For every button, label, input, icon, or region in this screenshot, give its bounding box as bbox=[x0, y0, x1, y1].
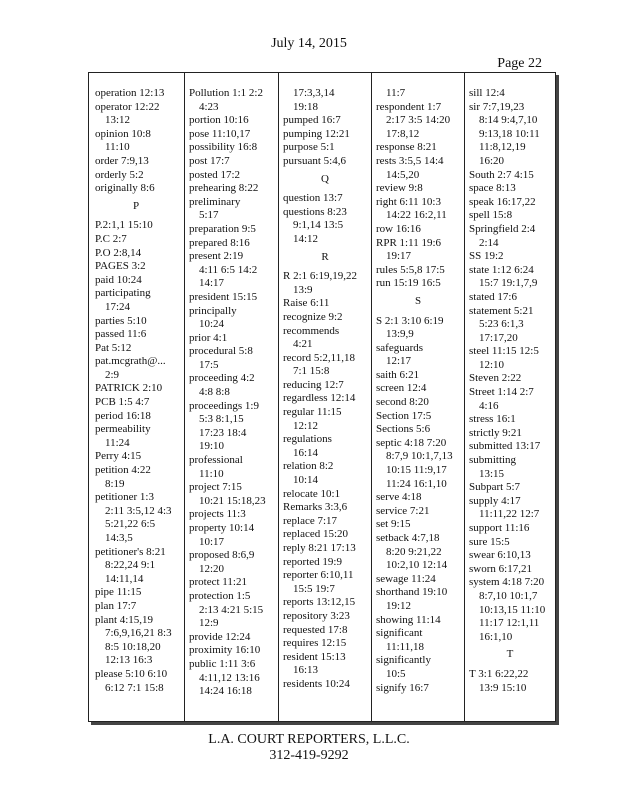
index-entry: submitting bbox=[469, 454, 517, 467]
index-entry-continuation: 5:21,22 6:5 bbox=[105, 518, 156, 531]
index-entry: proximity 16:10 bbox=[189, 644, 261, 657]
index-entry: posted 17:2 bbox=[189, 168, 241, 181]
index-entry: swear 6:10,13 bbox=[469, 549, 531, 562]
index-entry-continuation: 4:11,12 13:16 bbox=[199, 671, 260, 684]
index-entry: operator 12:22 bbox=[95, 100, 160, 113]
index-entry: requested 17:8 bbox=[283, 623, 348, 636]
index-entry: replaced 15:20 bbox=[283, 528, 349, 541]
index-entry-continuation: 16:1,10 bbox=[479, 630, 513, 643]
index-entry-continuation: 8:5 10:18,20 bbox=[105, 640, 161, 653]
index-entry-continuation: 5:17 bbox=[199, 209, 219, 222]
index-entry: pursuant 5:4,6 bbox=[283, 154, 346, 167]
index-entry-continuation: 17:3,3,14 bbox=[293, 87, 335, 99]
index-entry: protection 1:5 bbox=[189, 589, 251, 602]
index-entry: preparation 9:5 bbox=[189, 222, 256, 235]
index-entry-continuation: 10:14 bbox=[293, 474, 319, 487]
index-entry: protect 11:21 bbox=[189, 576, 247, 589]
index-entry-continuation: 7:6,9,16,21 8:3 bbox=[105, 627, 172, 640]
index-entry: signify 16:7 bbox=[376, 681, 429, 694]
index-entry: resident 15:13 bbox=[283, 650, 346, 663]
index-entry-continuation: 16:13 bbox=[293, 664, 319, 677]
index-frame bbox=[88, 72, 556, 722]
index-entry-continuation: 13:9 15:10 bbox=[479, 681, 527, 694]
index-entry: present 2:19 bbox=[189, 250, 244, 263]
index-entry: rules 5:5,8 17:5 bbox=[376, 263, 445, 276]
index-entry: strictly 9:21 bbox=[469, 426, 522, 439]
index-entry-continuation: 5:23 6:1,3 bbox=[479, 318, 524, 331]
index-entry-continuation: 11:11,22 12:7 bbox=[479, 508, 540, 521]
index-entry: opinion 10:8 bbox=[95, 127, 151, 140]
index-entry: Perry 4:15 bbox=[95, 450, 142, 463]
index-entry: originally 8:6 bbox=[95, 182, 155, 195]
header-date: July 14, 2015 bbox=[271, 36, 347, 51]
index-entry-continuation: 6:12 7:1 15:8 bbox=[105, 681, 164, 694]
index-entry-continuation: 14:22 16:2,11 bbox=[386, 209, 447, 222]
index-entry: public 1:11 3:6 bbox=[189, 657, 256, 670]
index-entry-continuation: 10:17 bbox=[199, 535, 225, 548]
index-entry: sworn 6:17,21 bbox=[469, 562, 532, 575]
index-entry-continuation: 14:11,14 bbox=[105, 572, 144, 585]
index-entry-continuation: 8:7,10 10:1,7 bbox=[479, 589, 538, 602]
index-letter-heading: Q bbox=[321, 172, 329, 185]
index-entry: petitioner 1:3 bbox=[95, 491, 154, 504]
index-entry: order 7:9,13 bbox=[95, 154, 149, 167]
index-entry: procedural 5:8 bbox=[189, 345, 253, 358]
index-entry: P.2:1,1 15:10 bbox=[95, 219, 153, 232]
index-entry: run 15:19 16:5 bbox=[376, 277, 441, 290]
index-entry: please 5:10 6:10 bbox=[95, 667, 168, 680]
index-entry: serve 4:18 bbox=[376, 491, 422, 504]
index-entry: sure 15:5 bbox=[469, 535, 510, 548]
index-entry: stated 17:6 bbox=[469, 290, 517, 303]
column-divider bbox=[371, 73, 372, 721]
index-entry-continuation: 11:8,12,19 bbox=[479, 141, 526, 154]
index-letter-heading: S bbox=[414, 294, 422, 307]
index-entry-continuation: 14:24 16:18 bbox=[199, 685, 252, 698]
index-entry: record 5:2,11,18 bbox=[283, 351, 355, 364]
index-entry: principally bbox=[189, 304, 237, 317]
index-entry-continuation: 17:23 18:4 bbox=[199, 426, 247, 439]
index-entry: pipe 11:15 bbox=[95, 586, 142, 599]
index-entry-continuation: 17:24 bbox=[105, 300, 131, 313]
index-entry: projects 11:3 bbox=[189, 508, 246, 521]
index-entry-continuation: 8:20 9:21,22 bbox=[386, 545, 442, 558]
index-entry: RPR 1:11 19:6 bbox=[376, 236, 441, 249]
index-entry: prehearing 8:22 bbox=[189, 182, 259, 195]
index-entry-continuation: 9:13,18 10:11 bbox=[479, 127, 540, 140]
index-entry-continuation: 17:8,12 bbox=[386, 127, 420, 140]
index-entry-continuation: 12:10 bbox=[479, 358, 505, 371]
index-entry: Raise 6:11 bbox=[283, 297, 330, 310]
index-entry: reports 13:12,15 bbox=[283, 596, 356, 609]
index-entry: right 6:11 10:3 bbox=[376, 195, 441, 208]
index-entry: portion 10:16 bbox=[189, 114, 249, 127]
index-entry-continuation: 11:17 12:1,11 bbox=[479, 617, 540, 630]
index-entry: significantly bbox=[376, 654, 431, 667]
index-entry: set 9:15 bbox=[376, 518, 411, 531]
page-number: Page 22 bbox=[497, 56, 542, 71]
index-entry: Subpart 5:7 bbox=[469, 481, 521, 494]
index-entry: supply 4:17 bbox=[469, 494, 521, 507]
index-entry: post 17:7 bbox=[189, 154, 230, 167]
index-entry-continuation: 10:5 bbox=[386, 667, 406, 680]
index-entry: petitioner's 8:21 bbox=[95, 545, 166, 558]
index-entry: recommends bbox=[283, 324, 340, 337]
index-entry: operation 12:13 bbox=[95, 87, 165, 99]
index-entry: T 3:1 6:22,22 bbox=[469, 667, 529, 680]
index-entry: Sections 5:6 bbox=[376, 423, 431, 436]
index-entry: repository 3:23 bbox=[283, 609, 350, 622]
index-entry-continuation: 11:10 bbox=[105, 141, 130, 154]
index-column-2 bbox=[189, 87, 273, 699]
index-entry-continuation: 16:20 bbox=[479, 154, 505, 167]
index-entry: preliminary bbox=[189, 195, 241, 208]
index-column-3 bbox=[283, 87, 367, 692]
index-entry-continuation: 10:15 11:9,17 bbox=[386, 464, 447, 477]
index-entry-continuation: 4:23 bbox=[199, 100, 219, 113]
index-entry: reported 19:9 bbox=[283, 555, 342, 568]
index-entry: submitted 13:17 bbox=[469, 440, 541, 453]
index-entry-continuation: 19:18 bbox=[293, 100, 319, 113]
index-entry-continuation: 8:22,24 9:1 bbox=[105, 559, 156, 572]
index-entry: questions 8:23 bbox=[283, 205, 347, 218]
index-entry: question 13:7 bbox=[283, 192, 343, 205]
index-entry-continuation: 7:1 15:8 bbox=[293, 365, 330, 378]
index-entry: recognize 9:2 bbox=[283, 310, 343, 323]
index-entry-continuation: 19:17 bbox=[386, 250, 412, 263]
index-entry-continuation: 10:21 15:18,23 bbox=[199, 494, 266, 507]
index-entry-continuation: 10:13,15 11:10 bbox=[479, 603, 546, 616]
index-entry-continuation: 13:15 bbox=[479, 467, 505, 480]
index-column-4 bbox=[376, 87, 460, 695]
index-entry: relocate 10:1 bbox=[283, 487, 341, 500]
index-entry: speak 16:17,22 bbox=[469, 195, 536, 208]
index-entry: P.O 2:8,14 bbox=[95, 246, 142, 259]
index-entry-continuation: 16:14 bbox=[293, 446, 319, 459]
index-column-1 bbox=[95, 87, 177, 695]
index-entry: purpose 5:1 bbox=[283, 141, 335, 154]
index-entry: president 15:15 bbox=[189, 290, 258, 303]
index-entry: permeability bbox=[95, 423, 151, 436]
index-entry: Remarks 3:3,6 bbox=[283, 501, 348, 514]
index-entry: pat.mcgrath@... bbox=[95, 355, 166, 368]
index-entry: Section 17:5 bbox=[376, 409, 432, 422]
index-entry: pumped 16:7 bbox=[283, 114, 341, 127]
index-entry: rests 3:5,5 14:4 bbox=[376, 154, 444, 167]
index-entry-continuation: 2:13 4:21 5:15 bbox=[199, 603, 264, 616]
index-entry: screen 12:4 bbox=[376, 382, 427, 395]
index-entry: participating bbox=[95, 287, 151, 300]
index-entry: shorthand 19:10 bbox=[376, 586, 448, 599]
index-entry-continuation: 14:12 bbox=[293, 232, 319, 245]
index-entry: relation 8:2 bbox=[283, 460, 334, 473]
index-entry: proceeding 4:2 bbox=[189, 372, 255, 385]
index-entry-continuation: 14:3,5 bbox=[105, 532, 133, 544]
index-entry-continuation: 4:21 bbox=[293, 338, 313, 351]
index-entry: system 4:18 7:20 bbox=[469, 576, 545, 589]
index-entry-continuation: 12:17 bbox=[386, 355, 412, 368]
index-entry: state 1:12 6:24 bbox=[469, 263, 534, 276]
index-entry: proposed 8:6,9 bbox=[189, 549, 255, 562]
index-entry: Street 1:14 2:7 bbox=[469, 386, 534, 399]
index-entry: reducing 12:7 bbox=[283, 378, 344, 391]
index-entry: Pat 5:12 bbox=[95, 341, 132, 354]
index-entry-continuation: 2:9 bbox=[105, 368, 120, 381]
index-entry: statement 5:21 bbox=[469, 304, 534, 317]
index-entry: regular 11:15 bbox=[283, 406, 342, 419]
index-entry-continuation: 2:11 3:5,12 4:3 bbox=[105, 504, 172, 517]
index-entry-continuation: 10:24 bbox=[199, 318, 225, 331]
index-column-5 bbox=[469, 87, 551, 695]
index-entry: South 2:7 4:15 bbox=[469, 168, 534, 181]
index-entry: sir 7:7,19,23 bbox=[469, 100, 525, 113]
footer-phone: 312-419-9292 bbox=[269, 748, 349, 763]
index-entry: Springfield 2:4 bbox=[469, 222, 536, 235]
index-entry: regardless 12:14 bbox=[283, 392, 356, 405]
index-entry: regulations bbox=[283, 433, 332, 446]
column-divider bbox=[464, 73, 465, 721]
index-entry: replace 7:17 bbox=[283, 514, 338, 527]
index-entry: residents 10:24 bbox=[283, 677, 350, 690]
index-entry: reply 8:21 17:13 bbox=[283, 542, 356, 554]
index-entry: prepared 8:16 bbox=[189, 236, 250, 249]
index-entry: petition 4:22 bbox=[95, 464, 151, 477]
index-entry-continuation: 4:11 6:5 14:2 bbox=[199, 263, 258, 276]
footer-company: L.A. COURT REPORTERS, L.L.C. bbox=[208, 732, 410, 747]
index-entry: passed 11:6 bbox=[95, 328, 147, 341]
index-entry: setback 4:7,18 bbox=[376, 532, 440, 544]
index-entry: requires 12:15 bbox=[283, 637, 347, 650]
index-entry-continuation: 14:17 bbox=[199, 277, 225, 290]
index-entry: Steven 2:22 bbox=[469, 372, 522, 385]
index-entry: Pollution 1:1 2:2 bbox=[189, 87, 263, 99]
index-entry-continuation: 15:5 19:7 bbox=[293, 582, 335, 595]
index-entry-continuation: 17:5 bbox=[199, 358, 219, 371]
index-entry-continuation: 13:9 bbox=[293, 283, 313, 296]
index-entry: professional bbox=[189, 454, 243, 467]
index-entry-continuation: 12:20 bbox=[199, 562, 225, 575]
index-entry-continuation: 4:8 8:8 bbox=[199, 386, 230, 399]
index-entry-continuation: 11:24 bbox=[105, 436, 130, 449]
index-entry: R 2:1 6:19,19,22 bbox=[283, 270, 357, 283]
index-entry-continuation: 9:1,14 13:5 bbox=[293, 219, 344, 232]
index-entry-continuation: 5:3 8:1,15 bbox=[199, 413, 244, 426]
index-entry-continuation: 19:10 bbox=[199, 440, 225, 453]
index-entry: spell 15:8 bbox=[469, 209, 513, 222]
index-entry-continuation: 8:14 9:4,7,10 bbox=[479, 114, 538, 127]
index-entry: plant 4:15,19 bbox=[95, 613, 154, 626]
index-entry: orderly 5:2 bbox=[95, 168, 144, 181]
column-divider bbox=[278, 73, 279, 721]
index-entry: provide 12:24 bbox=[189, 630, 251, 643]
index-entry: plan 17:7 bbox=[95, 599, 137, 612]
index-entry-continuation: 11:7 bbox=[386, 87, 406, 99]
index-entry: saith 6:21 bbox=[376, 368, 420, 381]
index-entry-continuation: 14:5,20 bbox=[386, 168, 420, 181]
index-entry: respondent 1:7 bbox=[376, 100, 442, 113]
index-entry: PATRICK 2:10 bbox=[95, 382, 163, 395]
index-entry: row 16:16 bbox=[376, 222, 421, 235]
index-entry-continuation: 4:16 bbox=[479, 399, 499, 412]
index-entry: septic 4:18 7:20 bbox=[376, 436, 447, 449]
index-entry: significant bbox=[376, 627, 423, 640]
index-entry: pose 11:10,17 bbox=[189, 127, 251, 140]
index-entry: property 10:14 bbox=[189, 522, 255, 534]
index-entry: reporter 6:10,11 bbox=[283, 569, 354, 582]
index-entry-continuation: 11:11,18 bbox=[386, 640, 424, 653]
index-entry-continuation: 8:19 bbox=[105, 477, 125, 490]
index-entry: review 9:8 bbox=[376, 182, 423, 195]
index-entry: SS 19:2 bbox=[469, 250, 504, 263]
index-entry: service 7:21 bbox=[376, 504, 430, 517]
index-entry: sill 12:4 bbox=[469, 87, 505, 99]
index-entry: showing 11:14 bbox=[376, 613, 441, 626]
index-entry-continuation: 10:2,10 12:14 bbox=[386, 559, 448, 572]
index-entry: P.C 2:7 bbox=[95, 232, 127, 245]
index-entry: paid 10:24 bbox=[95, 273, 142, 286]
index-entry-continuation: 12:9 bbox=[199, 617, 219, 630]
index-entry: pumping 12:21 bbox=[283, 127, 350, 140]
index-entry-continuation: 11:24 16:1,10 bbox=[386, 477, 447, 490]
index-letter-heading: R bbox=[321, 250, 329, 263]
index-entry-continuation: 8:7,9 10:1,7,13 bbox=[386, 450, 453, 463]
column-divider bbox=[184, 73, 185, 721]
index-letter-heading: T bbox=[506, 648, 514, 661]
index-entry: possibility 16:8 bbox=[189, 141, 258, 154]
index-entry: period 16:18 bbox=[95, 409, 151, 422]
index-entry-continuation: 13:12 bbox=[105, 114, 131, 127]
index-entry: second 8:20 bbox=[376, 396, 429, 409]
index-entry: response 8:21 bbox=[376, 141, 437, 154]
index-entry-continuation: 12:13 16:3 bbox=[105, 654, 153, 667]
index-entry-continuation: 11:10 bbox=[199, 467, 224, 480]
index-entry: sewage 11:24 bbox=[376, 572, 436, 585]
index-entry: parties 5:10 bbox=[95, 314, 147, 327]
index-entry: proceedings 1:9 bbox=[189, 399, 259, 412]
index-entry-continuation: 2:17 3:5 14:20 bbox=[386, 114, 451, 127]
index-entry: steel 11:15 12:5 bbox=[469, 345, 539, 358]
index-entry: prior 4:1 bbox=[189, 331, 228, 344]
index-entry-continuation: 13:9,9 bbox=[386, 328, 414, 341]
index-entry-continuation: 17:17,20 bbox=[479, 331, 518, 344]
index-entry: safeguards bbox=[376, 341, 424, 354]
index-entry: space 8:13 bbox=[469, 182, 516, 195]
index-entry: stress 16:1 bbox=[469, 413, 516, 426]
index-entry: project 7:15 bbox=[189, 481, 242, 494]
index-entry-continuation: 15:7 19:1,7,9 bbox=[479, 277, 538, 290]
index-entry-continuation: 12:12 bbox=[293, 419, 319, 432]
index-entry-continuation: 19:12 bbox=[386, 599, 412, 612]
index-entry-continuation: 2:14 bbox=[479, 236, 499, 249]
index-entry: PCB 1:5 4:7 bbox=[95, 396, 150, 409]
index-entry: PAGES 3:2 bbox=[95, 260, 146, 273]
index-letter-heading: P bbox=[132, 199, 140, 212]
index-entry: S 2:1 3:10 6:19 bbox=[376, 314, 444, 327]
index-entry: support 11:16 bbox=[469, 522, 530, 534]
